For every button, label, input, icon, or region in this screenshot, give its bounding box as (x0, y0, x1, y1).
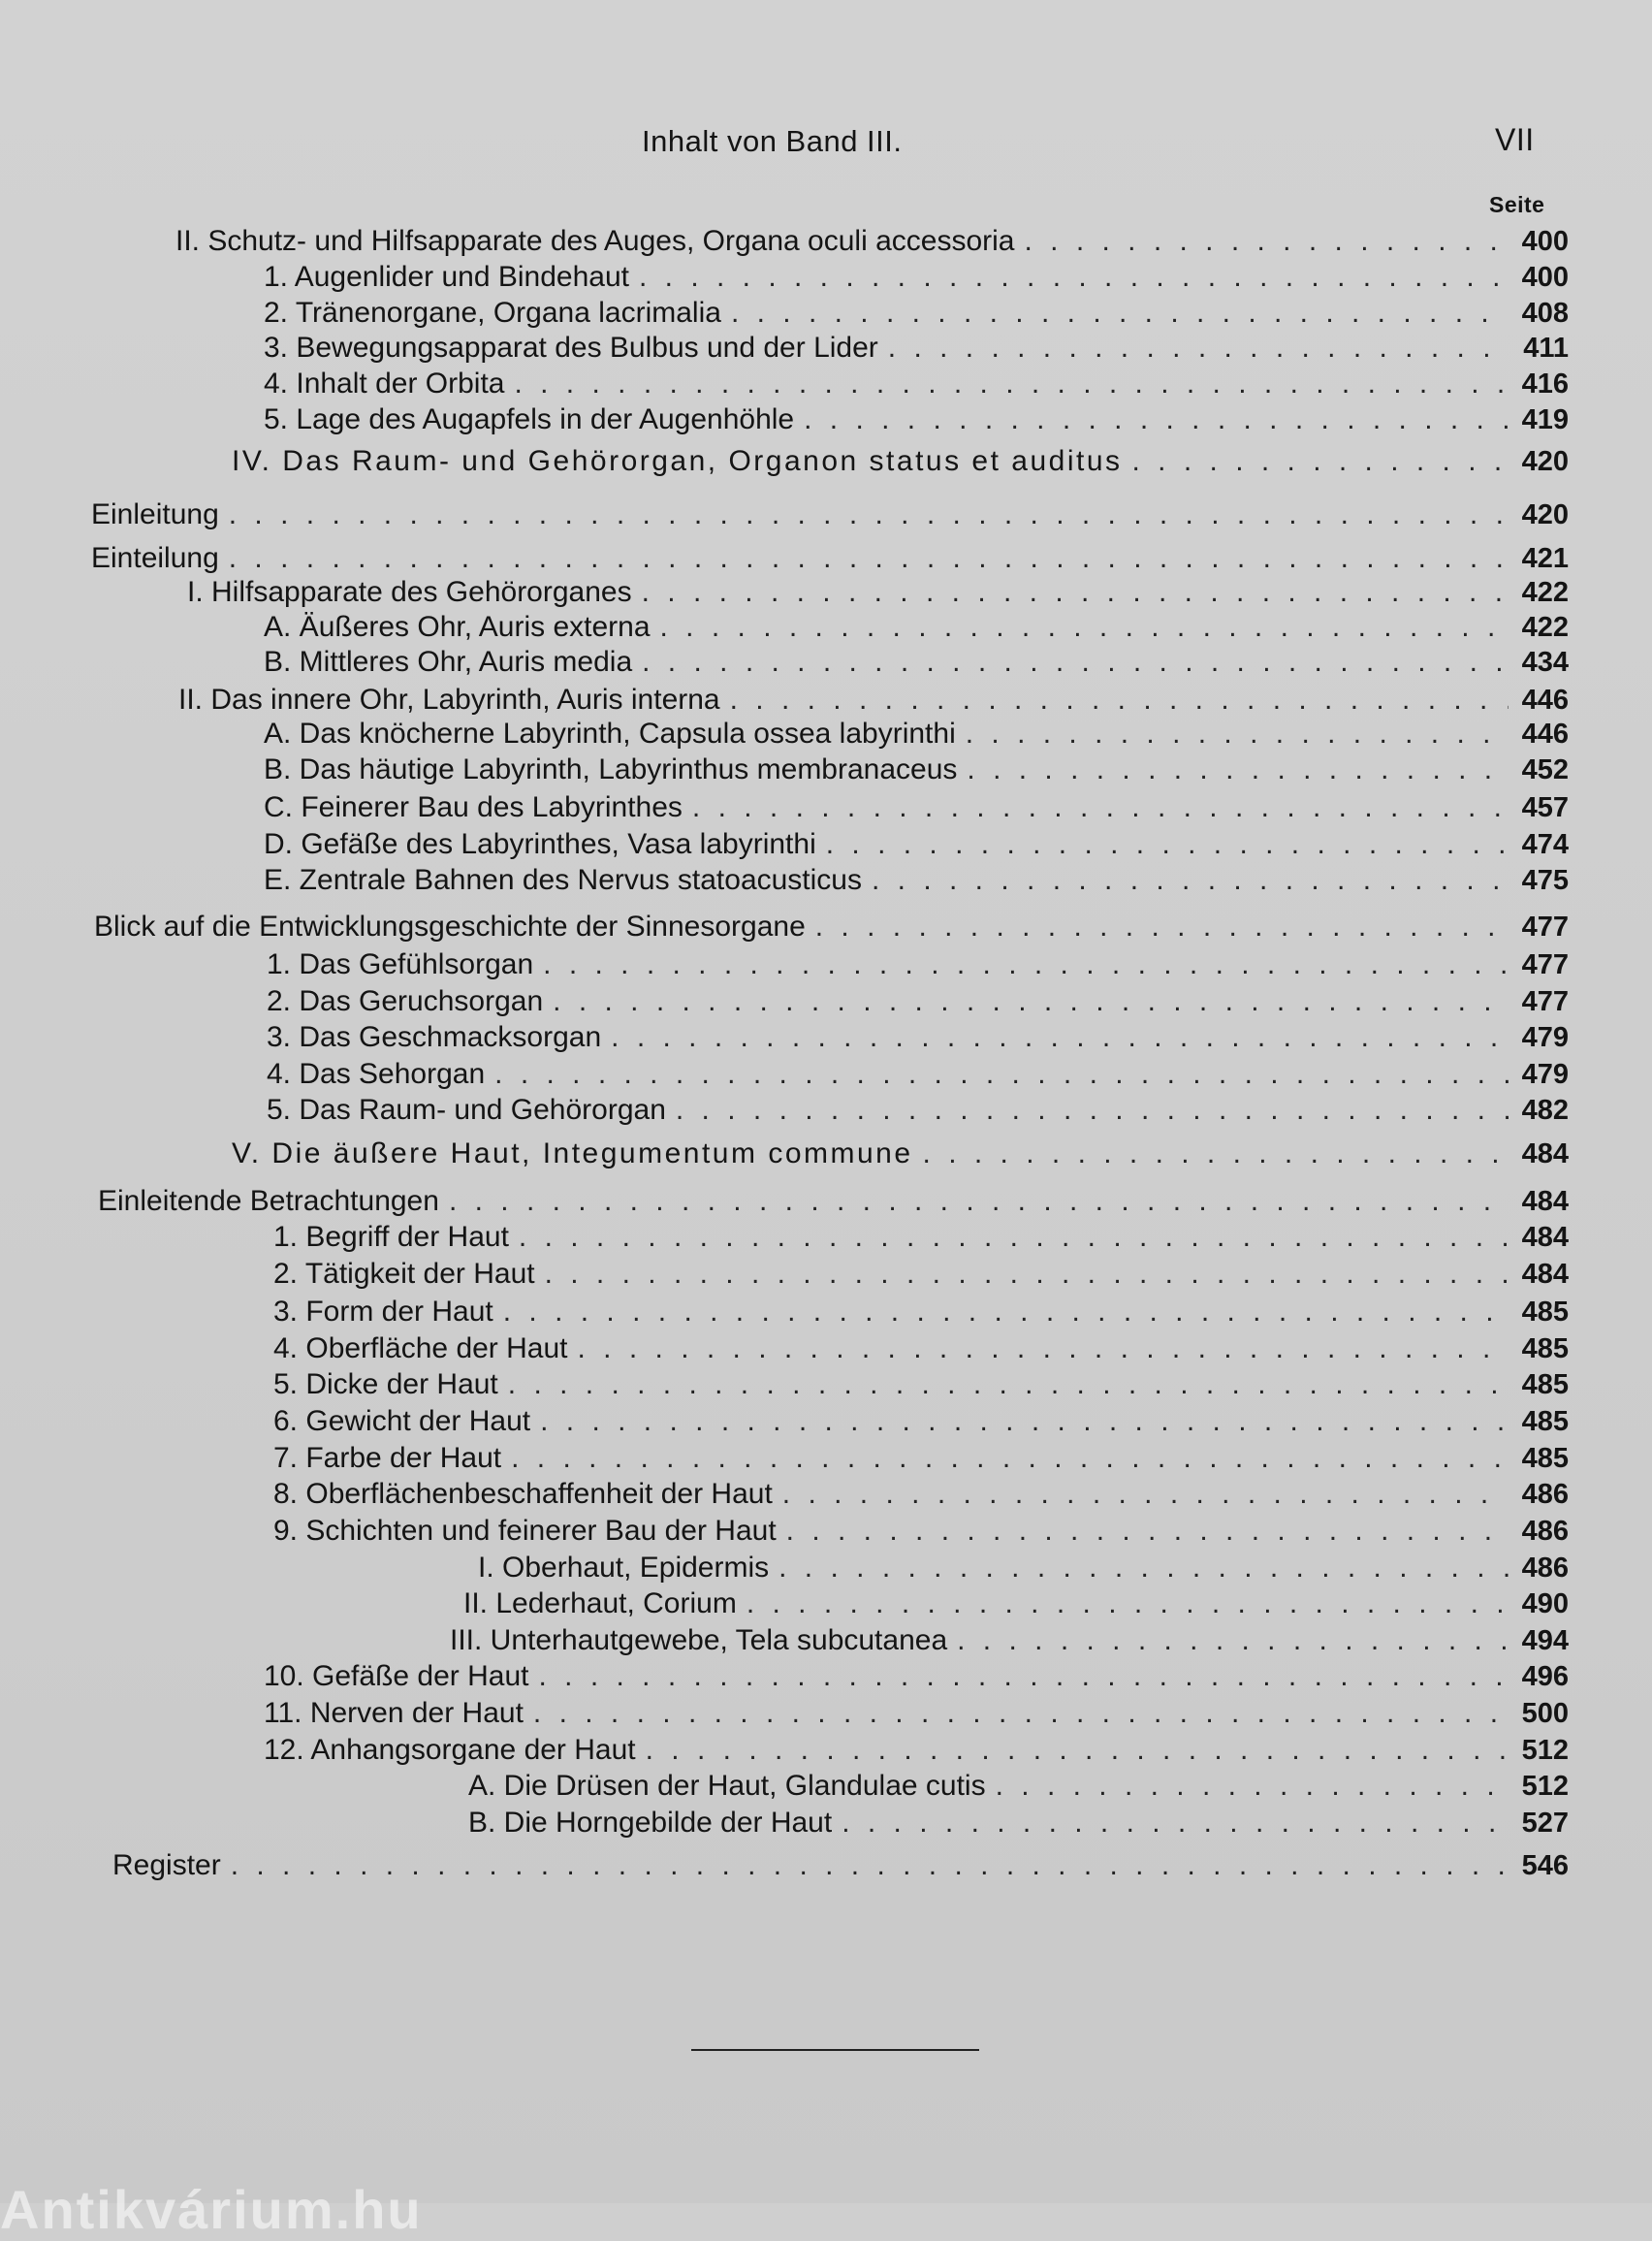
toc-entry-label: 5. Das Raum- und Gehörorgan (267, 1094, 666, 1126)
toc-entry (468, 1770, 1569, 1807)
toc-entry (187, 576, 1569, 613)
toc-entry-page: 482 (1521, 1095, 1569, 1126)
toc-entry (91, 542, 1569, 579)
toc-entry-page: 484 (1521, 1259, 1569, 1290)
toc-entry-page: 486 (1521, 1479, 1569, 1510)
dot-leader (804, 403, 1509, 436)
toc-entry-page: 422 (1521, 612, 1569, 643)
dot-leader (231, 1849, 1509, 1882)
dot-leader (494, 1058, 1509, 1091)
toc-entry (264, 261, 1569, 298)
toc-entry-label: 2. Das Geruchsorgan (267, 985, 544, 1017)
toc-entry-label: Einleitende Betrachtungen (98, 1185, 439, 1217)
toc-entry (273, 1442, 1569, 1479)
toc-entry-label: 1. Augenlider und Bindehaut (264, 261, 629, 293)
toc-entry-label: 3. Das Geschmacksorgan (267, 1021, 602, 1053)
toc-entry-page: 500 (1521, 1698, 1569, 1729)
toc-entry-page: 416 (1521, 368, 1569, 400)
dot-leader (815, 911, 1509, 944)
toc-entry (273, 1478, 1569, 1515)
toc-entry-page: 434 (1521, 647, 1569, 678)
toc-entry-page: 420 (1521, 499, 1569, 530)
toc-entry-label: 1. Das Gefühlsorgan (267, 948, 534, 980)
toc-entry-label: 8. Oberflächenbeschaffenheit der Haut (273, 1478, 773, 1510)
dot-leader (503, 1296, 1509, 1329)
toc-entry-label: Einleitung (91, 498, 219, 530)
dot-leader (872, 864, 1509, 897)
toc-entry (478, 1552, 1569, 1588)
dot-leader (229, 498, 1509, 531)
toc-entry (273, 1258, 1569, 1295)
toc-entry-page: 496 (1521, 1661, 1569, 1692)
toc-entry (273, 1368, 1569, 1405)
dot-leader (676, 1094, 1509, 1127)
toc-entry-page: 485 (1521, 1406, 1569, 1437)
dot-leader (1132, 445, 1509, 478)
toc-entry-page: 484 (1521, 1138, 1569, 1169)
dot-leader (782, 1478, 1509, 1511)
toc-entry-page: 485 (1521, 1297, 1569, 1328)
toc-entry-label: 11. Nerven der Haut (264, 1697, 524, 1729)
toc-entry-page: 420 (1521, 446, 1569, 477)
dot-leader (639, 261, 1509, 294)
dot-leader (519, 1221, 1509, 1254)
dot-leader (731, 297, 1509, 330)
toc-entry-label: II. Das innere Ohr, Labyrinth, Auris interna (178, 684, 720, 716)
toc-entry-page: 490 (1521, 1588, 1569, 1619)
toc-entry (273, 1515, 1569, 1552)
toc-entry-label: B. Die Horngebilde der Haut (468, 1807, 833, 1839)
toc-entry-label: 2. Tränenorgane, Organa lacrimalia (264, 297, 721, 329)
toc-entry-page: 477 (1521, 912, 1569, 943)
toc-entry-label: 7. Farbe der Haut (273, 1442, 502, 1474)
toc-entry-page: 421 (1521, 543, 1569, 574)
toc-entry (232, 1137, 1569, 1174)
toc-entry (112, 1849, 1569, 1886)
page-number: VII (1495, 122, 1535, 157)
dot-leader (508, 1368, 1509, 1401)
toc-entry-page: 422 (1521, 577, 1569, 608)
toc-entry (273, 1296, 1569, 1332)
toc-entry (264, 403, 1569, 440)
toc-entry (98, 1185, 1569, 1222)
toc-entry-label: 12. Anhangsorgane der Haut (264, 1734, 636, 1766)
toc-entry (94, 911, 1569, 947)
toc-entry-label: Einteilung (91, 542, 219, 574)
toc-entry-label: B. Das häutige Labyrinth, Labyrinthus membranaceus (264, 753, 958, 785)
toc-entry-page: 486 (1521, 1516, 1569, 1547)
toc-entry-label: A. Das knöcherne Labyrinth, Capsula ossea labyrinthi (264, 718, 956, 750)
dot-leader (578, 1332, 1509, 1365)
toc-entry-label: 2. Tätigkeit der Haut (273, 1258, 535, 1290)
running-title: Inhalt von Band III. (642, 124, 903, 158)
toc-entry-label: 5. Lage des Augapfels in der Augenhöhle (264, 403, 795, 435)
toc-entry-label: A. Die Drüsen der Haut, Glandulae cutis (468, 1770, 986, 1802)
dot-leader (778, 1552, 1509, 1585)
dot-leader (511, 1442, 1509, 1475)
toc-entry (264, 753, 1569, 790)
dot-leader (996, 1770, 1509, 1803)
dot-leader (514, 368, 1509, 400)
toc-entry-page: 408 (1521, 298, 1569, 329)
toc-entry-label: 4. Inhalt der Orbita (264, 368, 505, 400)
toc-entry-page: 457 (1521, 792, 1569, 823)
toc-entry (232, 445, 1569, 482)
dot-leader (923, 1137, 1509, 1170)
toc-entry (267, 948, 1569, 985)
watermark: Antikvárium.hu (0, 2179, 423, 2240)
toc-entry-label: 6. Gewicht der Haut (273, 1405, 531, 1437)
dot-leader (540, 1405, 1509, 1438)
toc-entry (264, 864, 1569, 901)
toc-entry-label: Blick auf die Entwicklungsgeschichte der Sinnesorgane (94, 911, 806, 943)
toc-entry (450, 1624, 1569, 1661)
toc-entry (273, 1332, 1569, 1369)
toc-entry-label: B. Mittleres Ohr, Auris media (264, 646, 633, 678)
page-column-label: Seite (1489, 192, 1545, 217)
toc-entry (264, 1660, 1569, 1697)
toc-entry (175, 225, 1569, 262)
toc-entry-page: 477 (1521, 986, 1569, 1017)
toc-entry (273, 1405, 1569, 1442)
closing-rule (691, 2049, 979, 2051)
toc-entry-label: I. Hilfsapparate des Gehörorganes (187, 576, 632, 608)
dot-leader (967, 753, 1509, 786)
dot-leader (966, 718, 1509, 751)
toc-entry-label: 4. Oberfläche der Haut (273, 1332, 568, 1364)
toc-entry-label: 10. Gefäße der Haut (264, 1660, 529, 1692)
toc-entry-label: 4. Das Sehorgan (267, 1058, 486, 1090)
dot-leader (553, 985, 1509, 1018)
toc-entry (273, 1221, 1569, 1258)
toc-entry-page: 484 (1521, 1186, 1569, 1217)
dot-leader (826, 828, 1509, 861)
toc-entry-label: II. Schutz- und Hilfsapparate des Auges, Organa oculi accessoria (175, 225, 1015, 257)
toc-entry-label: 1. Begriff der Haut (273, 1221, 509, 1253)
toc-entry (91, 498, 1569, 535)
toc-entry (264, 828, 1569, 865)
toc-entry (267, 1021, 1569, 1058)
toc-entry-page: 479 (1521, 1022, 1569, 1053)
dot-leader (539, 1660, 1509, 1693)
toc-entry-page: 419 (1521, 404, 1569, 435)
dot-leader (692, 791, 1509, 824)
toc-entry-page: 485 (1521, 1333, 1569, 1364)
toc-entry-label: C. Feinerer Bau des Labyrinthes (264, 791, 683, 823)
dot-leader (611, 1021, 1509, 1054)
dot-leader (786, 1515, 1509, 1548)
toc-entry-page: 527 (1521, 1808, 1569, 1839)
dot-leader (842, 1807, 1509, 1840)
toc-entry (178, 684, 1569, 720)
toc-entry-page: 484 (1521, 1222, 1569, 1253)
toc-entry-label: 5. Dicke der Haut (273, 1368, 498, 1400)
toc-entry-page: 452 (1521, 754, 1569, 785)
toc-entry-page: 485 (1521, 1443, 1569, 1474)
toc-entry-label: Register (112, 1849, 221, 1881)
toc-entry (267, 1058, 1569, 1095)
toc-entry-label: E. Zentrale Bahnen des Nervus statoacusticus (264, 864, 862, 896)
toc-entry-label: II. Lederhaut, Corium (463, 1587, 737, 1619)
toc-entry-page: 512 (1521, 1735, 1569, 1766)
dot-leader (646, 1734, 1509, 1767)
toc-entry (264, 1697, 1569, 1734)
dot-leader (1024, 225, 1509, 258)
toc-entry (264, 791, 1569, 828)
dot-leader (888, 332, 1509, 365)
toc-entry (264, 368, 1569, 404)
toc-entry (264, 646, 1569, 683)
dot-leader (543, 948, 1509, 981)
toc-entry (264, 332, 1569, 368)
toc-entry-label: 3. Bewegungsapparat des Bulbus und der Lider (264, 332, 878, 364)
toc-entry-page: 411 (1523, 333, 1569, 364)
toc-entry-label: 3. Form der Haut (273, 1296, 493, 1328)
toc-entry (264, 611, 1569, 648)
dot-leader (533, 1697, 1509, 1730)
toc-entry (264, 1734, 1569, 1771)
toc-entry-page: 546 (1521, 1850, 1569, 1881)
toc-entry (267, 1094, 1569, 1131)
toc-entry-label: IV. Das Raum- und Gehörorgan, Organon status et auditus (232, 445, 1123, 477)
dot-leader (545, 1258, 1509, 1291)
toc-entry-page: 512 (1521, 1771, 1569, 1802)
dot-leader (642, 576, 1509, 609)
toc-entry-page: 485 (1521, 1369, 1569, 1400)
toc-entry-label: I. Oberhaut, Epidermis (478, 1552, 770, 1584)
toc-entry-page: 486 (1521, 1553, 1569, 1584)
dot-leader (229, 542, 1509, 575)
toc-entry (463, 1587, 1569, 1624)
dot-leader (660, 611, 1509, 644)
toc-entry-page: 479 (1521, 1059, 1569, 1090)
toc-entry-page: 400 (1521, 226, 1569, 257)
toc-entry (267, 985, 1569, 1022)
dot-leader (730, 684, 1509, 717)
toc-entry (264, 718, 1569, 754)
toc-entry (264, 297, 1569, 334)
toc-entry-label: V. Die äußere Haut, Integumentum commune (232, 1137, 913, 1169)
toc-entry-label: 9. Schichten und feinerer Bau der Haut (273, 1515, 777, 1547)
toc-entry-page: 474 (1521, 829, 1569, 860)
toc-entry (468, 1807, 1569, 1843)
dot-leader (957, 1624, 1509, 1657)
toc-entry-label: A. Äußeres Ohr, Auris externa (264, 611, 651, 643)
dot-leader (642, 646, 1509, 679)
toc-entry-label: III. Unterhautgewebe, Tela subcutanea (450, 1624, 948, 1656)
toc-entry-page: 494 (1521, 1625, 1569, 1656)
toc-entry-page: 400 (1521, 262, 1569, 293)
dot-leader (747, 1587, 1509, 1620)
toc-entry-page: 475 (1521, 865, 1569, 896)
toc-entry-page: 446 (1521, 719, 1569, 750)
toc-entry-label: D. Gefäße des Labyrinthes, Vasa labyrinthi (264, 828, 816, 860)
toc-entry-page: 477 (1521, 949, 1569, 980)
toc-entry-page: 446 (1521, 685, 1569, 716)
dot-leader (449, 1185, 1509, 1218)
